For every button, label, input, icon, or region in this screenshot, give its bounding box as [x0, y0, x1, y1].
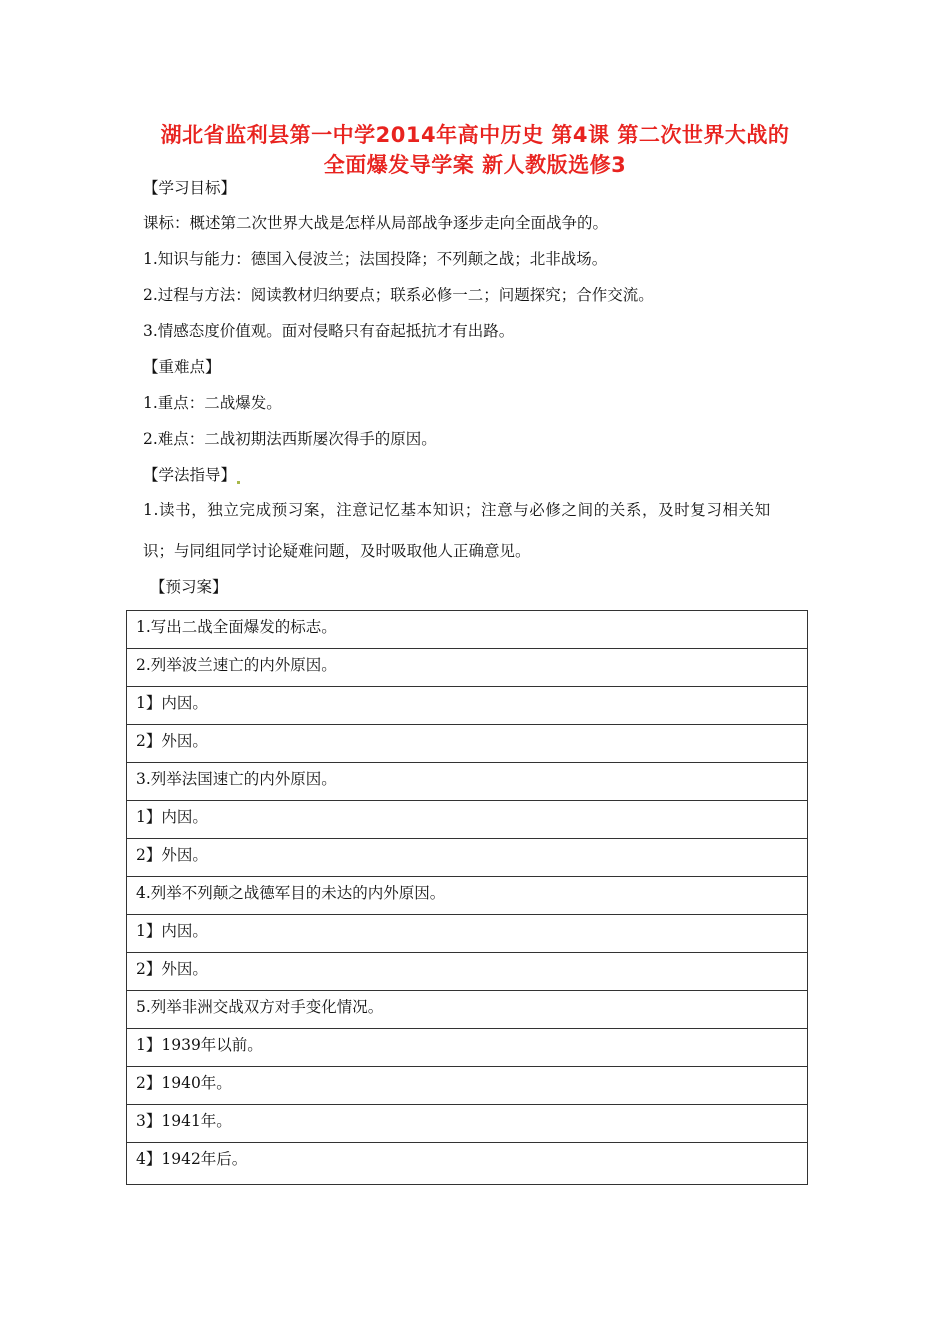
- table-row: [127, 687, 807, 725]
- table-cell: 2.列举波兰速亡的内外原因。: [136, 656, 337, 674]
- curriculum-standard: 课标：概述第二次世界大战是怎样从局部战争逐步走向全面战争的。: [143, 214, 609, 232]
- table-cell: 2】外因。: [136, 732, 208, 750]
- table-cell: 4.列举不列颠之战德军目的未达的内外原因。: [136, 884, 446, 902]
- table-cell: 1.写出二战全面爆发的标志。: [136, 618, 337, 636]
- table-cell: 1】1939年以前。: [136, 1036, 263, 1054]
- table-cell: 1】内因。: [136, 922, 208, 940]
- table-cell: 1】内因。: [136, 808, 208, 826]
- table-row: [127, 953, 807, 991]
- table-cell: 2】1940年。: [136, 1074, 232, 1092]
- key-point: 1.重点：二战爆发。: [143, 394, 282, 412]
- goal-process: 2.过程与方法：阅读教材归纳要点；联系必修一二；问题探究；合作交流。: [143, 286, 654, 304]
- stray-mark: [237, 481, 240, 484]
- table-row: [127, 1105, 807, 1143]
- document-title-line-1: 湖北省监利县第一中学2014年高中历史 第4课 第二次世界大战的: [160, 123, 790, 147]
- table-cell: 4】1942年后。: [136, 1150, 248, 1168]
- table-row: [127, 915, 807, 953]
- table-cell: 3】1941年。: [136, 1112, 232, 1130]
- section-header-method: [143, 464, 241, 486]
- table-cell: 1】内因。: [136, 694, 208, 712]
- method-item-line-1: 1.读书，独立完成预习案，注意记忆基本知识；注意与必修之间的关系，及时复习相关知: [143, 501, 771, 519]
- table-row: [127, 725, 807, 763]
- goal-values: 3.情感态度价值观。面对侵略只有奋起抵抗才有出路。: [143, 322, 515, 340]
- method-header-text: 【学法指导】: [143, 466, 237, 484]
- table-row: [127, 1029, 807, 1067]
- document-title-line-2: 全面爆发导学案 新人教版选修3: [323, 153, 627, 177]
- table-row: [127, 991, 807, 1029]
- table-cell: 2】外因。: [136, 846, 208, 864]
- table-cell: 5.列举非洲交战双方对手变化情况。: [136, 998, 384, 1016]
- goal-knowledge: 1.知识与能力：德国入侵波兰；法国投降；不列颠之战；北非战场。: [143, 250, 608, 268]
- table-row: [127, 1143, 807, 1181]
- table-row: [127, 877, 807, 915]
- table-row: [127, 649, 807, 687]
- difficult-point: 2.难点：二战初期法西斯屡次得手的原因。: [143, 430, 437, 448]
- preview-table: [126, 610, 808, 1185]
- table-cell: 2】外因。: [136, 960, 208, 978]
- table-row: [127, 763, 807, 801]
- table-row: [127, 611, 807, 649]
- table-row: [127, 1067, 807, 1105]
- table-cell: 3.列举法国速亡的内外原因。: [136, 770, 337, 788]
- method-item-line-2: 识；与同组同学讨论疑难问题，及时吸取他人正确意见。: [143, 542, 531, 560]
- table-row: [127, 839, 807, 877]
- section-header-preview: 【预习案】: [150, 578, 228, 596]
- table-row: [127, 801, 807, 839]
- section-header-goals: 【学习目标】: [143, 179, 237, 197]
- section-header-key-points: 【重难点】: [143, 358, 221, 376]
